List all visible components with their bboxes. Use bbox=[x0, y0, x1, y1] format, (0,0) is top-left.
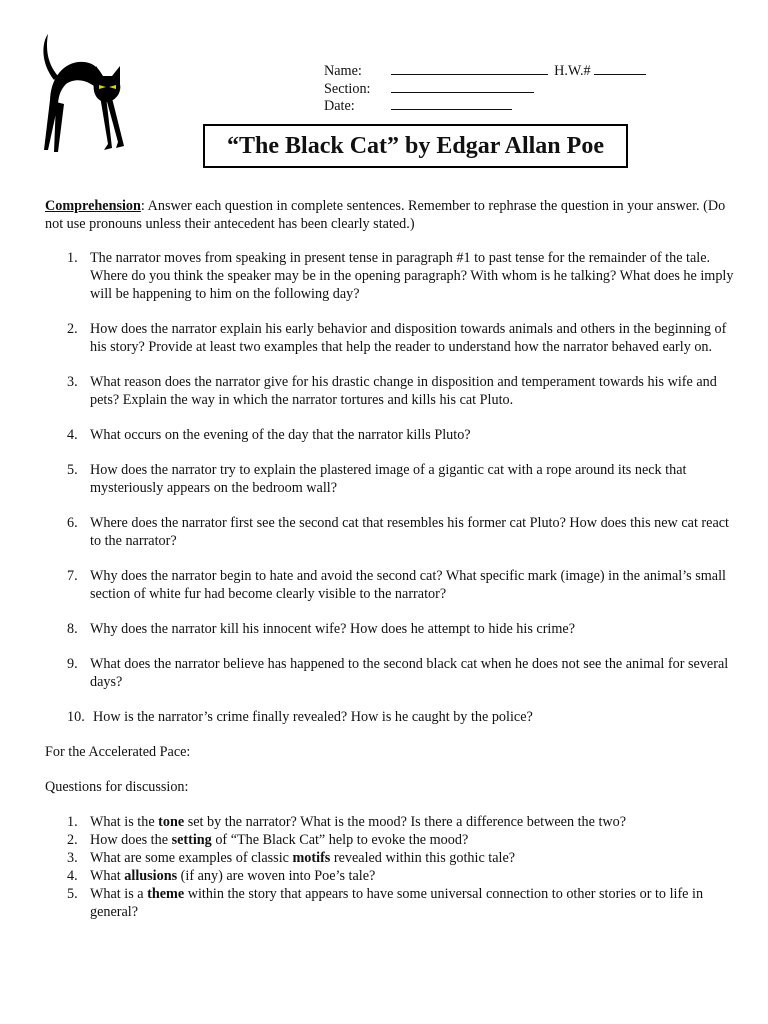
section-label: Section: bbox=[324, 80, 371, 97]
question-number: 9. bbox=[67, 656, 78, 672]
question-item bbox=[45, 426, 735, 444]
discussion-keyword: theme bbox=[147, 886, 185, 902]
page-title: “The Black Cat” by Edgar Allan Poe bbox=[203, 124, 628, 168]
question-text: How does the narrator try to explain the plastered image of a gigantic cat with a rope around its neck that mysteriously appears on the bedroom wall? bbox=[90, 462, 687, 496]
discussion-keyword: setting bbox=[171, 832, 212, 848]
question-number: 2. bbox=[67, 321, 78, 337]
question-item bbox=[45, 249, 735, 303]
accelerated-label: For the Accelerated Pace: bbox=[45, 744, 191, 760]
discussion-label: Questions for discussion: bbox=[45, 779, 189, 795]
question-text: What reason does the narrator give for his drastic change in disposition and temperament towards his wife and pets? Explain the way in which the narrator tortures and kills his cat Pluto. bbox=[90, 374, 717, 408]
discussion-keyword: motifs bbox=[292, 850, 331, 866]
question-item bbox=[45, 567, 735, 603]
question-item bbox=[45, 620, 735, 638]
instructions-text: : Answer each question in complete sentences. Remember to rephrase the question in your answer. (Do not use pronouns unless their antecedent has been clearly stated.) bbox=[45, 198, 726, 232]
name-label: Name: bbox=[324, 63, 362, 79]
discussion-number: 2. bbox=[67, 832, 78, 848]
question-number: 10. bbox=[67, 709, 85, 725]
discussion-number: 5. bbox=[67, 886, 78, 902]
question-text: How does the narrator explain his early behavior and disposition towards animals and others in the beginning of his story? Provide at least two examples that help the reader to understand how the narrator behaved early on. bbox=[90, 321, 727, 355]
name-row bbox=[324, 61, 646, 79]
question-number: 3. bbox=[67, 374, 78, 390]
question-number: 5. bbox=[67, 462, 78, 478]
name-blank[interactable] bbox=[391, 61, 548, 75]
date-row bbox=[324, 96, 646, 114]
question-number: 1. bbox=[67, 250, 78, 266]
date-label: Date: bbox=[324, 98, 355, 114]
question-item bbox=[45, 708, 735, 726]
comprehension-questions bbox=[45, 249, 735, 726]
student-info-fields bbox=[324, 61, 646, 114]
discussion-text-post: set by the narrator? What is the mood? Is there a difference between the two? bbox=[184, 814, 627, 830]
question-item bbox=[45, 655, 735, 691]
question-text: Where does the narrator first see the second cat that resembles his former cat Pluto? How does this new cat react to the narrator? bbox=[90, 515, 729, 549]
question-item bbox=[45, 373, 735, 409]
instructions-heading: Comprehension bbox=[45, 198, 141, 214]
discussion-text-post: of “The Black Cat” help to evoke the mood? bbox=[211, 832, 469, 848]
hw-label: H.W.# bbox=[554, 63, 591, 79]
discussion-text-pre: What bbox=[90, 868, 125, 884]
discussion-questions bbox=[45, 813, 735, 921]
question-item bbox=[45, 514, 735, 550]
discussion-text-post: within the story that appears to have some universal connection to other stories or to life in general? bbox=[90, 886, 704, 920]
question-number: 8. bbox=[67, 621, 78, 637]
discussion-text-pre: What is a bbox=[90, 886, 148, 902]
black-cat-illustration bbox=[36, 32, 132, 156]
discussion-number: 1. bbox=[67, 814, 78, 830]
discussion-text-pre: What are some examples of classic bbox=[90, 850, 293, 866]
instructions bbox=[45, 197, 735, 233]
question-text: How is the narrator’s crime finally revealed? How is he caught by the police? bbox=[93, 709, 533, 725]
discussion-item bbox=[45, 885, 735, 921]
section-blank[interactable] bbox=[391, 79, 534, 93]
question-text: Why does the narrator kill his innocent wife? How does he attempt to hide his crime? bbox=[90, 621, 575, 637]
question-text: What does the narrator believe has happened to the second black cat when he does not see the animal for several days? bbox=[90, 656, 729, 690]
question-text: Why does the narrator begin to hate and avoid the second cat? What specific mark (image) in the animal’s small section of white fur had become clearly visible to the narrator? bbox=[90, 568, 726, 602]
hw-blank[interactable] bbox=[594, 61, 646, 75]
discussion-text-pre: What is the bbox=[90, 814, 159, 830]
discussion-item bbox=[45, 867, 735, 885]
discussion-keyword: tone bbox=[158, 814, 185, 830]
question-item bbox=[45, 320, 735, 356]
discussion-item bbox=[45, 849, 735, 867]
date-blank[interactable] bbox=[391, 96, 512, 110]
question-text: The narrator moves from speaking in present tense in paragraph #1 to past tense for the remainder of the tale. Where do you think the speaker may be in the opening paragraph? With whom is he talking? What does he imply will be happening to him on the following day? bbox=[90, 250, 734, 302]
question-number: 7. bbox=[67, 568, 78, 584]
question-text: What occurs on the evening of the day that the narrator kills Pluto? bbox=[90, 427, 471, 443]
section-row bbox=[324, 79, 646, 97]
discussion-item bbox=[45, 831, 735, 849]
discussion-item bbox=[45, 813, 735, 831]
question-item bbox=[45, 461, 735, 497]
discussion-text-post: revealed within this gothic tale? bbox=[330, 850, 516, 866]
worksheet-body bbox=[45, 197, 735, 921]
discussion-number: 3. bbox=[67, 850, 78, 866]
question-number: 4. bbox=[67, 427, 78, 443]
question-number: 6. bbox=[67, 515, 78, 531]
discussion-keyword: allusions bbox=[124, 868, 178, 884]
discussion-text-post: (if any) are woven into Poe’s tale? bbox=[177, 868, 376, 884]
discussion-text-pre: How does the bbox=[90, 832, 172, 848]
discussion-number: 4. bbox=[67, 868, 78, 884]
